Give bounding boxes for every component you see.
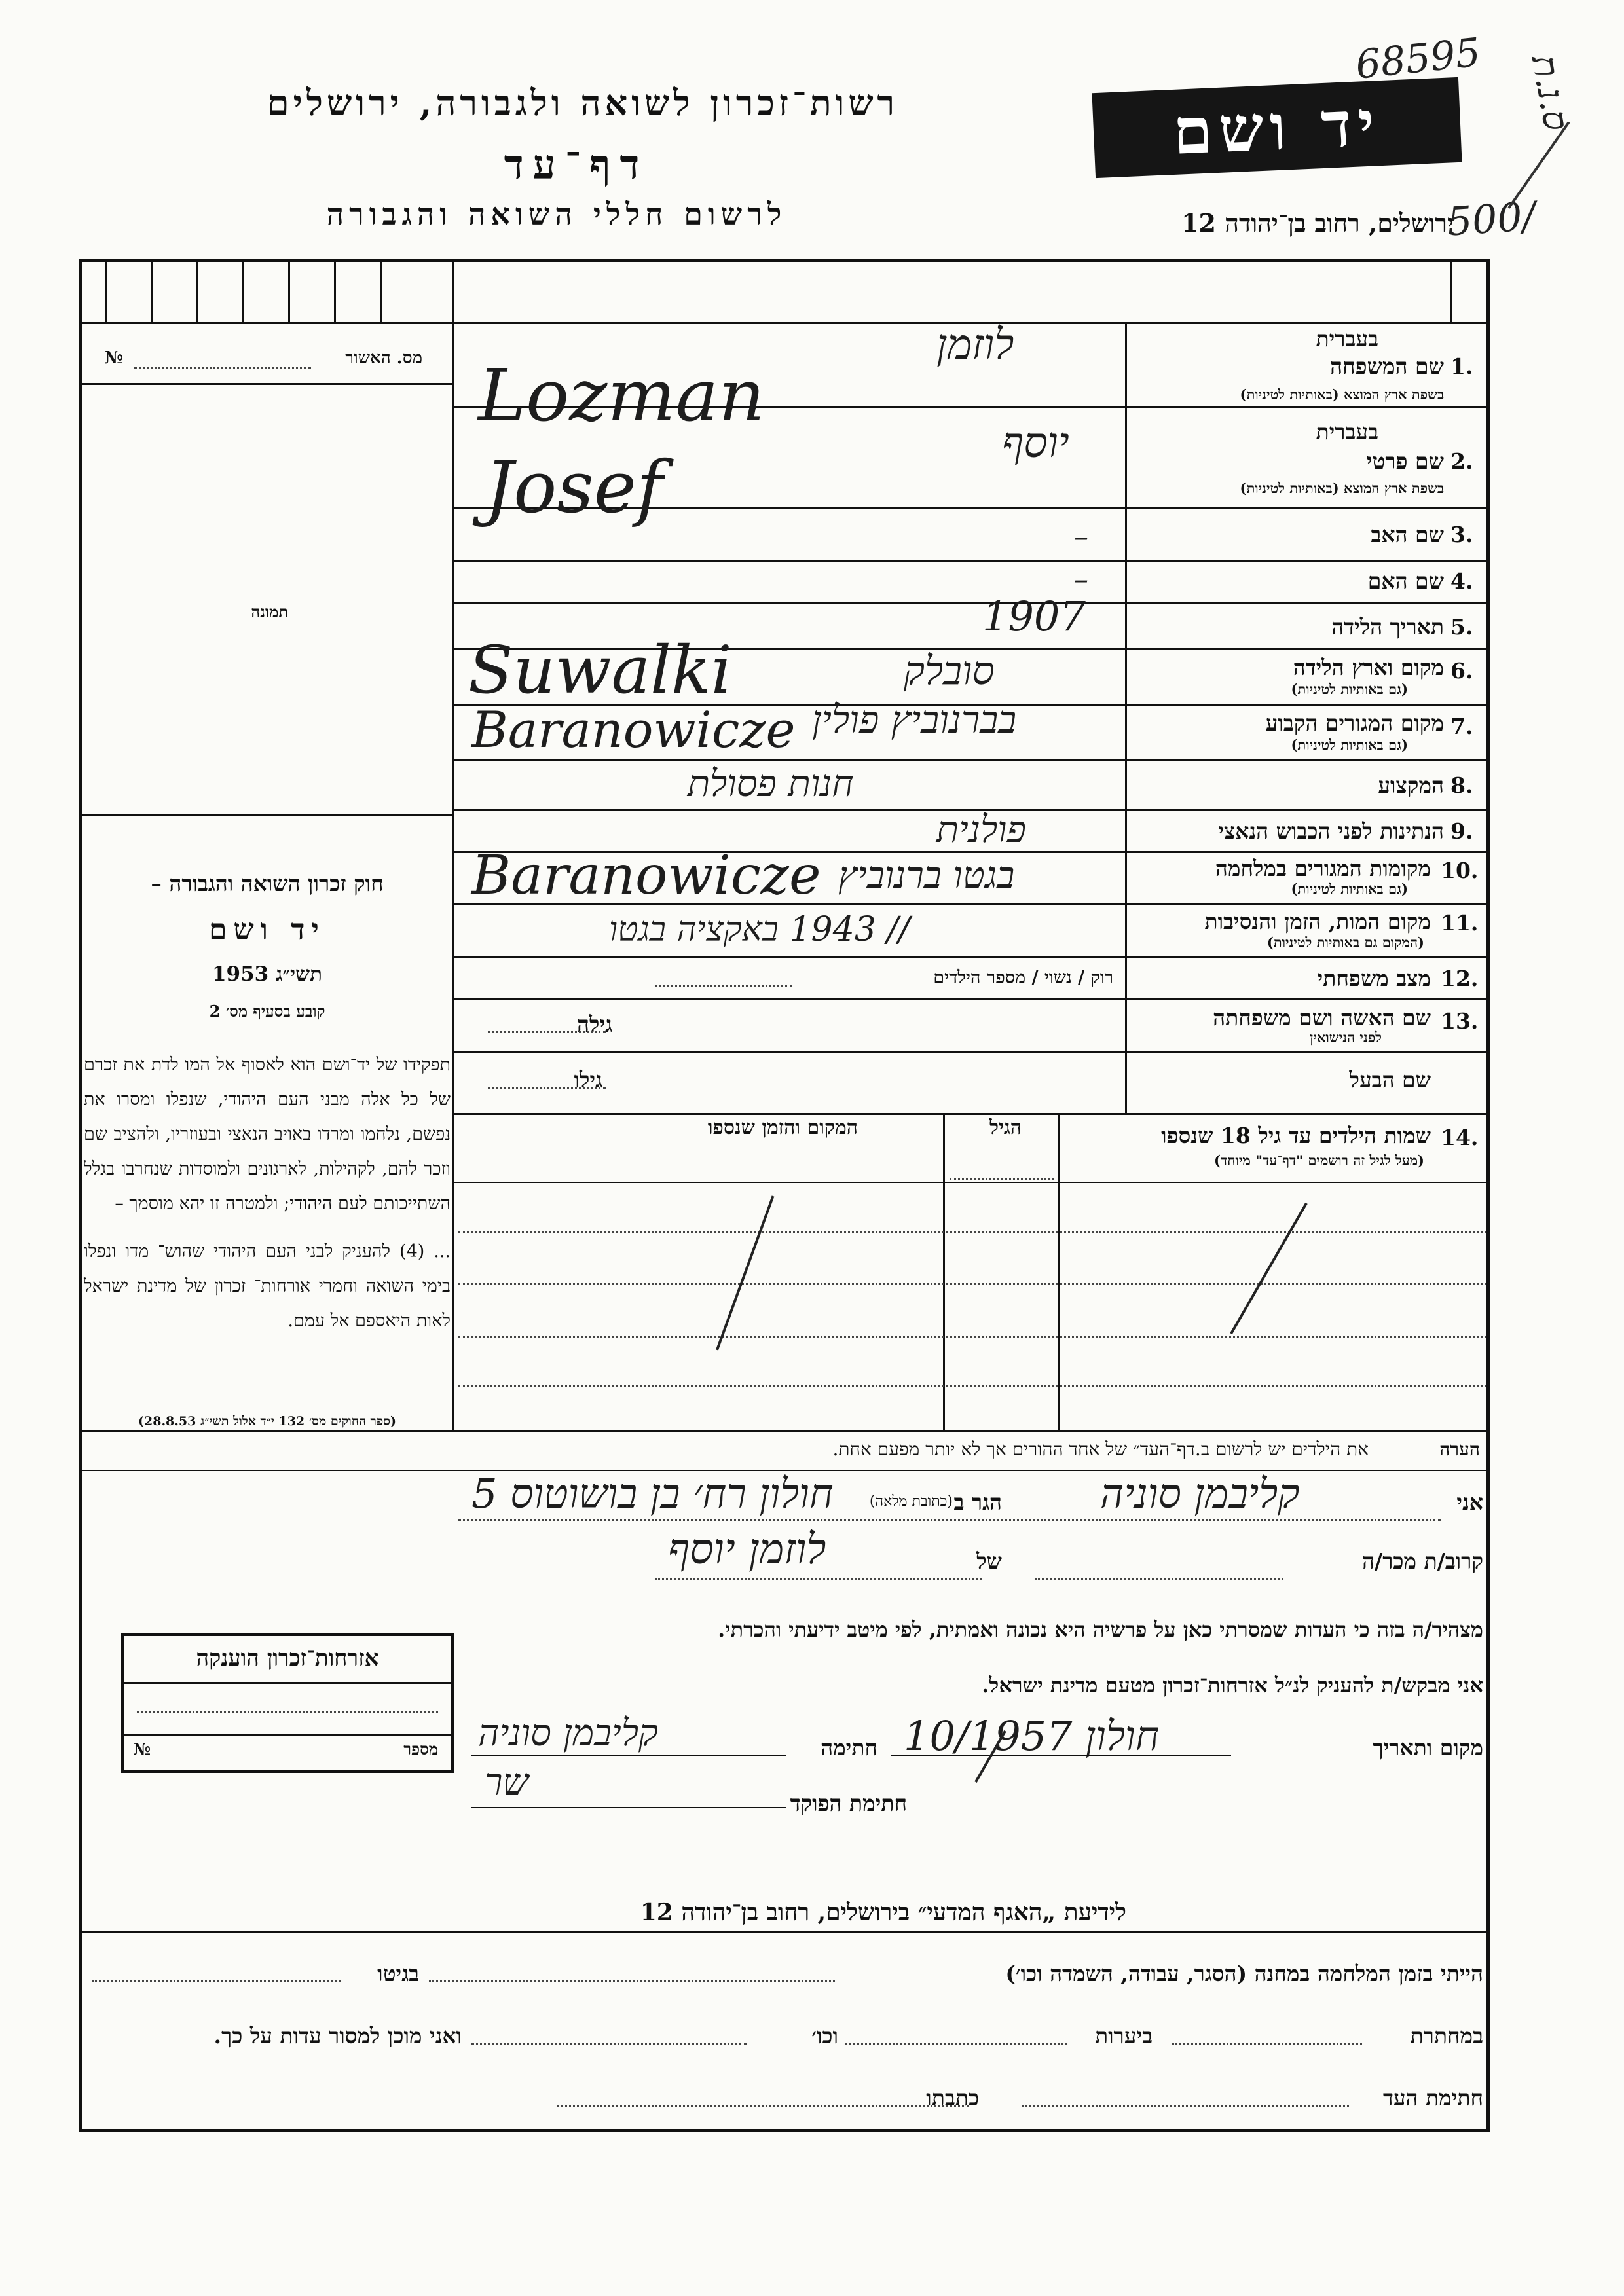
field-8-num: 8. bbox=[1450, 773, 1473, 798]
field-2-num: 2. bbox=[1450, 448, 1473, 474]
declarant-address[interactable]: חולון רח׳ בן בושוטוס 5 bbox=[471, 1470, 834, 1518]
declaration-statement: מצהיר/ה בזה כי העדות שמסרתי כאן על פרשיה היא נכונה ואמתית, לפי מיטב ידיעתי והכרתי. bbox=[718, 1617, 1483, 1642]
top-box-divider bbox=[334, 259, 336, 322]
residence-hebrew-value[interactable]: בברנוביץ פולין bbox=[812, 697, 1017, 742]
law-year: תשי״ג 1953 bbox=[212, 962, 323, 986]
field-13-label: שם האשה ושם משפחתה bbox=[1213, 1005, 1431, 1030]
bottom-forests-label: ביערות bbox=[1094, 2023, 1153, 2049]
field-6-num: 6. bbox=[1450, 658, 1473, 683]
relative-of-line bbox=[655, 1578, 982, 1580]
field-6-label: מקום וארץ הלידה bbox=[1293, 655, 1444, 680]
wartime-residence-latin-value[interactable]: Baranowicze bbox=[471, 845, 821, 907]
resides-label: הגר ב bbox=[953, 1489, 1002, 1515]
stamp-line bbox=[124, 1734, 451, 1736]
field-3-label: שם האב bbox=[1371, 522, 1444, 547]
bottom-title: לידיעת „האגף המדעי״ בירושלים, רחוב בן־יהודה 12 bbox=[640, 1899, 1126, 1926]
children-col-divider bbox=[943, 1113, 945, 1430]
children-row-line bbox=[458, 1231, 1486, 1233]
field-10-label: מקומות המגורים במלחמה bbox=[1215, 856, 1431, 881]
org-address: ירושלים, רחוב בן־יהודה 12 bbox=[1181, 208, 1454, 238]
place-date-label: מקום ותאריך bbox=[1373, 1735, 1483, 1760]
surname-latin-value[interactable]: Lozman bbox=[478, 354, 765, 437]
law-title: חוק זכרון השואה והגבורה – bbox=[151, 871, 384, 896]
top-box-divider bbox=[196, 259, 198, 322]
law-clause: קובע בסעיף מס׳ 2 bbox=[209, 1002, 325, 1021]
field-7-num: 7. bbox=[1450, 714, 1473, 739]
field-1-hebrew-tag: בעברית bbox=[1316, 326, 1378, 352]
camp-line[interactable] bbox=[429, 1980, 835, 1982]
mother-name-value[interactable]: – bbox=[1074, 563, 1088, 596]
death-place-value[interactable]: // 1943 באקציה בגטו bbox=[609, 910, 910, 949]
left-column-divider bbox=[452, 259, 454, 1430]
declarant-i-label: אני bbox=[1456, 1489, 1483, 1515]
relative-label: קרוב/ת מכר/ה bbox=[1362, 1548, 1483, 1574]
field-12-num: 12. bbox=[1441, 966, 1479, 991]
wife-age-line[interactable] bbox=[488, 1031, 606, 1033]
field-12-options: רוק / נשוי / מספר הילדים bbox=[933, 968, 1113, 988]
husband-label: שם הבעל bbox=[1349, 1067, 1431, 1093]
stamp-title: אזרחות־זכרון הוענקה bbox=[196, 1645, 379, 1671]
birthplace-latin-value[interactable]: Suwalki bbox=[468, 632, 732, 708]
surname-hebrew-value[interactable]: לוזמן bbox=[936, 321, 1014, 369]
declarant-line bbox=[458, 1519, 1441, 1521]
citizenship-stamp-box bbox=[121, 1633, 454, 1773]
signature-label: חתימה bbox=[821, 1735, 877, 1760]
ghetto-line[interactable] bbox=[92, 1980, 341, 1982]
wartime-residence-hebrew-value[interactable]: בגטו ברנוביץ bbox=[838, 854, 1015, 897]
law-text bbox=[84, 1048, 451, 1338]
field-9-label: הנתינות לפני הכבוש הנאצי bbox=[1218, 818, 1444, 844]
signature-line bbox=[471, 1755, 786, 1756]
corner-number: 68595 bbox=[1353, 29, 1483, 88]
witness-signature-label: חתימת העד bbox=[1382, 2085, 1483, 2111]
law-name: יד ושם bbox=[209, 913, 325, 947]
official-signature-label: חתימת הפוקד bbox=[790, 1791, 907, 1816]
section-line bbox=[79, 1430, 1490, 1432]
children-sub: (מעל לגיל זה רושמים "דף־עד" מיוחד) bbox=[1214, 1152, 1424, 1169]
children-dotted-line bbox=[950, 1178, 1054, 1180]
law-text-part-2: ... (4) להעניק לבני העם היהודי שהוש־ מדו ונפלו בימי השואה וחמרי אורחות־ זכרון של מדינת ישראל לאות היאספם אל עמם. bbox=[84, 1241, 451, 1331]
birth-date-value[interactable]: 1907 bbox=[982, 592, 1086, 640]
field-3-num: 3. bbox=[1450, 522, 1473, 547]
official-signature-line bbox=[471, 1807, 786, 1808]
field-7-label: מקום המגורים הקבוע bbox=[1265, 710, 1444, 736]
children-row-line bbox=[458, 1336, 1486, 1338]
bottom-camp-label: הייתי בזמן המלחמה במחנה (הסגר, עבודה, השמדה וכו׳) bbox=[1005, 1961, 1483, 1986]
row-line bbox=[452, 759, 1490, 761]
row-line bbox=[452, 602, 1490, 604]
field-6-sub: (גם באותיות לטיניות) bbox=[1291, 681, 1408, 697]
witness-signature-line[interactable] bbox=[1022, 2105, 1349, 2107]
birthplace-hebrew-value[interactable]: סובלק bbox=[904, 648, 995, 694]
place-date-line bbox=[891, 1755, 1231, 1756]
children-row-line bbox=[458, 1283, 1486, 1285]
wife-age-label: גילה bbox=[577, 1011, 612, 1037]
official-signature-value[interactable]: שר bbox=[485, 1761, 529, 1804]
form-title: דף־עד bbox=[504, 141, 649, 189]
children-header-line bbox=[452, 1182, 1490, 1183]
forests-line[interactable] bbox=[845, 2043, 1067, 2045]
label-column-divider bbox=[1125, 322, 1127, 1114]
photo-bottom-line bbox=[79, 814, 452, 816]
row-line bbox=[452, 998, 1490, 1000]
row-line bbox=[452, 956, 1490, 958]
bottom-etc-label: וכו׳ bbox=[811, 2023, 838, 2049]
note-label: הערה bbox=[1439, 1438, 1480, 1460]
stamp-line bbox=[137, 1711, 438, 1713]
field-2-hebrew-tag: בעברית bbox=[1316, 419, 1378, 445]
relative-line bbox=[1035, 1578, 1283, 1580]
field-13-num: 13. bbox=[1441, 1008, 1479, 1034]
top-box-divider bbox=[380, 259, 382, 322]
children-count-line[interactable] bbox=[655, 985, 792, 987]
row-line bbox=[452, 1113, 1490, 1115]
corner-note: ס.נ.ת bbox=[1523, 52, 1578, 134]
section-line bbox=[79, 1931, 1490, 1933]
declaration-request: אני מבקש/ת להעניק לנ״ל אזרחות־זכרון מטעם מדינת ישראל. bbox=[982, 1673, 1483, 1698]
org-name: רשות־זכרון לשואה ולגבורה, ירושלים bbox=[267, 82, 899, 124]
relative-of-value[interactable]: לוזמן יוסף bbox=[668, 1525, 826, 1574]
field-11-sub: (המקום גם באותיות לטיניות) bbox=[1266, 934, 1424, 951]
row-line bbox=[452, 560, 1490, 562]
witness-address-label: כתבתו bbox=[926, 2085, 979, 2111]
field-4-num: 4. bbox=[1450, 568, 1473, 594]
law-text-part-1: תפקידו של יד־ושם הוא לאסוף אל המו לדת את זכרם של כל אלה מבני העם היהודי, שנפלו ומסרו את נפשם, נלחמו ומרדו באויב הנאצי ובעוזריו, ולהציב שם וזכר להם, לקהילות, לארגונים ולמוסדות שנחרבו בגלל השתייכותם לעם היהודי; ולמטרה זו יהא מוסמך – bbox=[84, 1055, 451, 1214]
husband-age-line[interactable] bbox=[488, 1087, 606, 1089]
field-13-sub: לפני הנישואין bbox=[1310, 1029, 1382, 1046]
field-5-num: 5. bbox=[1450, 614, 1473, 640]
underground-line[interactable] bbox=[1172, 2043, 1362, 2045]
top-box-divider bbox=[242, 259, 244, 322]
profession-value[interactable]: חנות פסולת bbox=[688, 763, 854, 805]
corner-number-2: 500/ bbox=[1445, 193, 1538, 246]
field-11-num: 11. bbox=[1441, 910, 1479, 936]
field-10-sub: (גם באותיות לטיניות) bbox=[1291, 881, 1408, 897]
top-box-divider bbox=[151, 259, 153, 322]
top-box-divider bbox=[288, 259, 290, 322]
bottom-underground-label: במחתרת bbox=[1410, 2023, 1483, 2049]
field-12-label: מצב משפחתי bbox=[1317, 966, 1431, 991]
top-box-divider bbox=[1450, 259, 1452, 322]
field-14-num: 14. bbox=[1441, 1125, 1479, 1150]
father-name-value[interactable]: – bbox=[1074, 520, 1088, 554]
nationality-value[interactable]: פולנית bbox=[936, 809, 1026, 851]
firstname-hebrew-value[interactable]: יוסף bbox=[1002, 419, 1069, 467]
field-9-num: 9. bbox=[1450, 818, 1473, 844]
children-col-age: הגיל bbox=[989, 1116, 1022, 1139]
children-row-line bbox=[458, 1385, 1486, 1387]
approval-line bbox=[79, 383, 452, 385]
field-2-sub: בשפת ארץ המוצא (באותיות לטיניות) bbox=[1240, 480, 1444, 496]
approval-no-sign: № bbox=[105, 348, 124, 368]
field-1-num: 1. bbox=[1450, 354, 1473, 379]
field-8-label: המקצוע bbox=[1378, 773, 1444, 798]
of-label: של bbox=[976, 1548, 1002, 1574]
form-subtitle: לרשום חללי השואה והגבורה bbox=[326, 196, 787, 232]
children-title: שמות הילדים עד גיל 18 שנספו bbox=[1161, 1123, 1431, 1148]
stamp-line bbox=[124, 1682, 451, 1684]
residence-latin-value[interactable]: Baranowicze bbox=[471, 701, 796, 759]
approval-no-label: מס. האשור bbox=[345, 348, 422, 368]
field-2-label: שם פרטי bbox=[1366, 448, 1444, 474]
field-1-label: שם המשפחה bbox=[1330, 354, 1444, 379]
field-11-label: מקום המות, הזמן והנסיבות bbox=[1204, 909, 1431, 934]
bottom-ghetto-label: בגיטו bbox=[377, 1961, 419, 1986]
law-reference: (ספר החוקים מס׳ 132 י״ד אלול תשי״ג 28.8.53) bbox=[138, 1414, 396, 1429]
children-col-place: המקום והזמן שנספו bbox=[707, 1116, 858, 1139]
field-7-sub: (גם באותיות לטיניות) bbox=[1291, 737, 1408, 753]
note-text: את הילדים יש לרשום ב.דף־העד״ של אחד ההורים אך לא יותר מפעם אחת. bbox=[832, 1438, 1369, 1460]
witness-address-line[interactable] bbox=[557, 2105, 969, 2107]
top-box-divider bbox=[105, 259, 107, 322]
top-row-line bbox=[79, 322, 1490, 324]
children-col-divider bbox=[1058, 1113, 1060, 1430]
address-hint: (כתובת מלאה) bbox=[869, 1493, 953, 1510]
field-5-label: תאריך הלידה bbox=[1331, 614, 1444, 640]
yad-vashem-logo: יד ושם bbox=[1092, 77, 1462, 178]
etc-line[interactable] bbox=[471, 2043, 747, 2045]
pen-stroke bbox=[1507, 121, 1570, 208]
stamp-no-sign: № bbox=[134, 1740, 151, 1758]
row-line bbox=[452, 1051, 1490, 1053]
place-date-value[interactable]: חולון 10/1957 bbox=[904, 1712, 1160, 1760]
signature-value[interactable]: קליבמן סוניה bbox=[478, 1712, 658, 1755]
bottom-testimony-label: ואני מוכן למסור עדות על כך. bbox=[213, 2023, 462, 2049]
stamp-no-label: מספר bbox=[403, 1740, 438, 1758]
field-1-sub: בשפת ארץ המוצא (באותיות לטיניות) bbox=[1240, 386, 1444, 403]
approval-no-line[interactable] bbox=[134, 367, 311, 369]
declarant-name[interactable]: קליבמן סוניה bbox=[1100, 1470, 1300, 1518]
field-10-num: 10. bbox=[1441, 858, 1479, 883]
field-4-label: שם האם bbox=[1367, 568, 1444, 594]
firstname-latin-value[interactable]: Josef bbox=[485, 445, 663, 529]
husband-age-label: גילו bbox=[574, 1067, 602, 1093]
photo-label: תמונה bbox=[251, 602, 288, 621]
